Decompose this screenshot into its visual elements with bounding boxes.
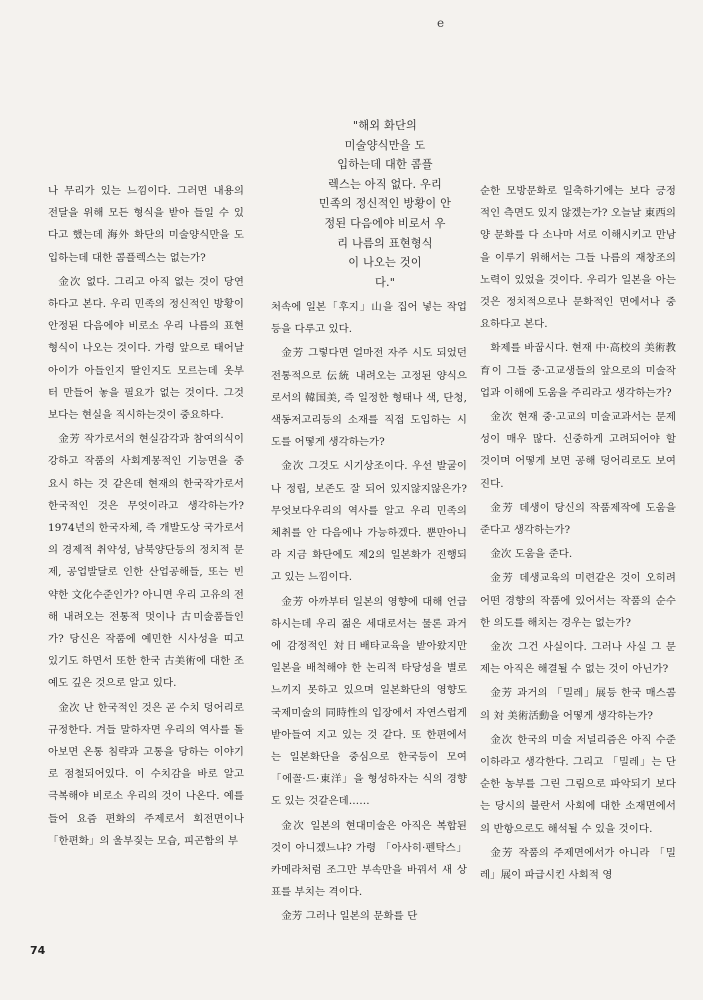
top-mark: e: [437, 16, 445, 30]
paragraph: 金次 없다. 그리고 아직 없는 것이 당연하다고 본다. 우리 민족의 정신적인 방황이 안정된 다음에야 비로소 우리 나름의 표현형식이 나오는 것이다. 가령 앞으로 태어날 아이가 아들인지 딸인지도 모르는데 옷부터 만들어 놓을 필요가 없는 것이다. 그것보다는 현실을 직시하는것이 중요하다.: [48, 275, 244, 422]
paragraph: 金次 도움을 준다.: [490, 548, 573, 561]
text-column-1: [48, 180, 244, 852]
paragraph: 金芳 작가로서의 현실감각과 참여의식이 강하고 작품의 사회계몽적인 기능면을 중요시 하는 것 같은데 현재의 한국작가로서 한국적인 것은 무엇이라고 생각하는가? 1974년의 한국자체, 즉 개발도상 국가로서의 경제적 취약성, 남북양단등의 정치적 문제, 공업발달로 인한 산업공해들, 또는 빈약한 文化수준인가? 아니면 우리 고유의 전해 내려오는 전통적 멋이나 古미술품들인가? 당신은 작품에 예민한 시사성을 띠고 있기도 하면서 또한 한국 古美術에 대한 조예도 깊은 것으로 알고 있다.: [48, 433, 244, 690]
paragraph: 처속에 일본「후지」山을 집어 넣는 작업등을 다루고 있다.: [271, 301, 467, 336]
paragraph: 金芳 그러나 일본의 문화를 단: [281, 910, 418, 923]
paragraph: 金芳 데생이 당신의 작품제작에 도움을 준다고 생각하는가?: [480, 501, 676, 537]
paragraph: 金次 난 한국적인 것은 곧 수치 덩어리로 규정한다. 겨들 말하자면 우리의 역사를 돌아보면 온통 침략과 고통을 당하는 이야기로 점철되어있다. 이 수치감을 바로 알고 극복해야 비로소 우리의 것이 나온다. 예를 들어 요즘 편화의 주제로서 회전면이나 「한편화」의 울부짖는 모습, 피곤함의 부: [48, 701, 244, 847]
text-column-3: [480, 180, 676, 886]
paragraph: 金芳 과거의 「밀레」展등 한국 매스콤의 対 美術活動을 어떻게 생각하는가?: [480, 687, 676, 722]
paragraph: 화제를 바꿉시다. 현재 中·高校의 美術教育이 그들 중·고교생들의 앞으로의 미술작업과 이해에 도움을 주리라고 생각하는가?: [480, 342, 676, 399]
pull-quote: [296, 116, 474, 292]
pull-quote-line: 민족의 정신적인 방황이 안: [318, 197, 452, 211]
paragraph: 金次 그건 사실이다. 그러나 사실 그 문제는 아직은 해결될 수 없는 것이 아닌가?: [480, 641, 676, 676]
paragraph: 金芳 그렇다면 얼마전 자주 시도 되었던 전통적으로 伝統 내려오는 고정된 양식으로서의 韓国美, 즉 일정한 형태나 색, 단청, 색동저고리등의 소재를 직접 도입하는 시도를 어떻게 생각하는가?: [271, 347, 467, 449]
paragraph: 순한 모방문화로 일축하기에는 보다 긍정적인 측면도 있지 않겠는가? 오늘날 東西의 양 문화를 다 소나마 서로 이해시키고 만남을 이루기 위해서는 그들 나름의 재창조의 노력이 있었을 것이다. 우리가 일본을 아는 것은 정치적으로나 문화적인 면에서나 중요하다고 본다.: [480, 185, 676, 331]
paragraph: 金次 현재 중·고교의 미술교과서는 문제성이 매우 많다. 신중하게 고려되어야 할 것이며 어떻게 보면 공해 덩어리로도 보여진다.: [480, 411, 676, 490]
pull-quote-line: 이 나오는 것이: [348, 256, 422, 270]
paragraph: 金芳 데생교육의 미련같은 것이 오히려 어떤 경향의 작품에 있어서는 작품의 순수한 의도를 해치는 경우는 없는가?: [480, 572, 676, 629]
paragraph: 金次 일본의 현대미술은 아직은 복합된 것이 아니겠느냐? 가령 「아사히·펜탁스」 카메라처럼 조그만 부속만을 바꿔서 새 상표를 부치는 격이다.: [271, 819, 467, 899]
pull-quote-line: 입하는데 대한 콤플: [337, 158, 433, 172]
pull-quote-line: 리 나름의 표현형식: [337, 236, 433, 250]
paragraph: 金芳 작품의 주제면에서가 아니라 「밀레」展이 파급시킨 사회적 영: [480, 846, 676, 882]
pull-quote-line: 렉스는 아직 없다. 우리: [327, 177, 443, 191]
paragraph: 나 무리가 있는 느낌이다. 그러면 내용의 전달을 위해 모든 형식을 받아 들일 수 있다고 했는데 海外 화단의 미술양식만을 도입하는데 대한 콤플렉스는 없는가?: [48, 185, 244, 264]
paragraph: 金次 그것도 시기상조이다. 우선 발굴이나 정립, 보존도 잘 되어 있지않지않은가? 무엇보다우리의 역사를 알고 우리 민족의 체취를 안 다음에나 가능하겠다. 뿐만아니라 지금 화단에도 제2의 일본화가 진행되고 있는 느낌이다.: [271, 460, 467, 584]
paragraph: 金次 한국의 미술 저널리즘은 아직 수준 이하라고 생각한다. 그리고 「밀레」는 단순한 농부를 그린 그림으로 파악되기 보다는 당시의 불란서 사회에 대한 소재면에서의 반항으로도 해석될 수 있을 것이다.: [480, 733, 676, 835]
page-number: 74: [30, 944, 46, 957]
pull-quote-line: "해외 화단의: [352, 119, 418, 132]
text-column-2: [271, 296, 467, 928]
pull-quote-line: 정된 다음에야 비로서 우: [324, 216, 446, 230]
pull-quote-line: 미술양식만을 도: [344, 138, 426, 152]
paragraph: 金芳 아까부터 일본의 영향에 대해 언급하시는데 우리 젊은 세대로서는 물론 과거에 감정적인 対日배타교육을 받아왔지만 일본을 배척해야 한 논리적 타당성을 별로 느끼지 못하고 있으며 일본화단의 영향도 국제미술의 同時性의 입장에서 자연스럽게 받아들여 지고 있는 것 같다. 또 한편에서는 일본화단을 중심으로 한국등이 모여 「에꼴·드·東洋」을 형성하자는 식의 경향도 있는 것같은데……: [271, 595, 467, 808]
pull-quote-line: 다.": [374, 275, 396, 289]
